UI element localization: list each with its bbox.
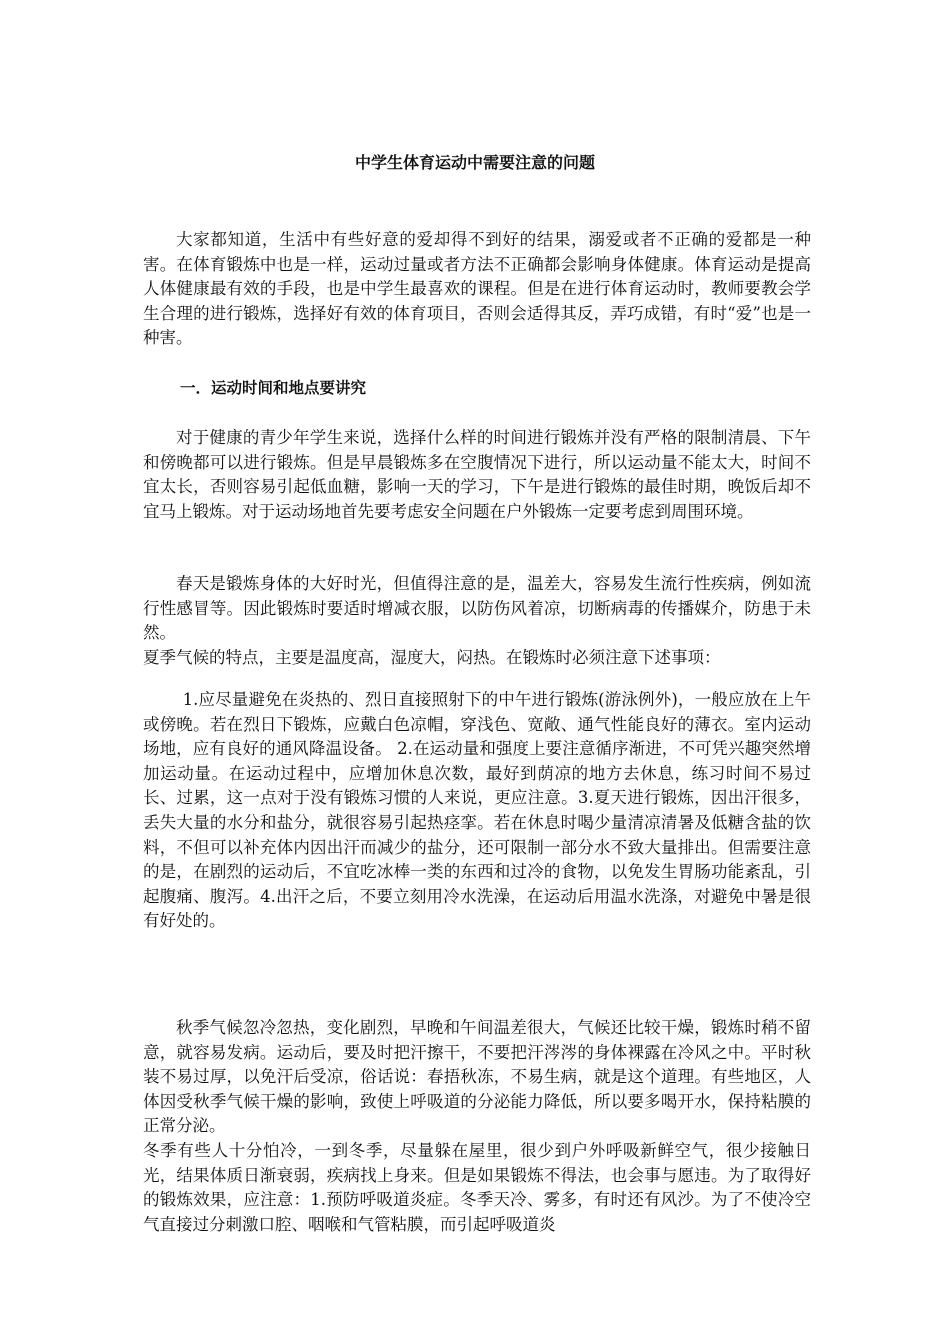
winter-paragraph: 冬季有些人十分怕冷，一到冬季，尽量躲在屋里，很少到户外呼吸新鲜空气，很少接触日光，结果体质日渐衰弱，疾病找上身来。但是如果锻炼不得法，也会事与愿违。为了取得好的锻炼效果，应注意：1.预防呼吸道炎症。冬季天冷、雾多，有时还有风沙。为了不使冷空气直接过分刺激口腔、咽喉和气管粘膜，而引起呼吸道炎 bbox=[143, 1140, 811, 1234]
summer-items-block bbox=[143, 688, 811, 934]
section1-block bbox=[143, 426, 811, 524]
intro-block bbox=[143, 228, 811, 351]
section1-paragraph: 对于健康的青少年学生来说，选择什么样的时间进行锻炼并没有严格的限制清晨、下午和傍晚都可以进行锻炼。但是早晨锻炼多在空腹情况下进行，所以运动量不能太大，时间不宜太长，否则容易引起低血糖，影响一天的学习，下午是进行锻炼的最佳时期，晚饭后却不宜马上锻炼。对于运动场地首先要考虑安全问题在户外锻炼一定要考虑到周围环境。 bbox=[143, 428, 811, 521]
document-title: 中学生体育运动中需要注意的问题 bbox=[354, 153, 595, 172]
section-heading: 一．运动时间和地点要讲究 bbox=[180, 379, 367, 397]
spring-summer-block bbox=[143, 572, 811, 670]
spring-paragraph: 春天是锻炼身体的大好时光，但值得注意的是，温差大，容易发生流行性疾病，例如流行性感冒等。因此锻炼时要适时增减衣服，以防伤风着凉，切断病毒的传播媒介，防患于未然。 bbox=[143, 574, 811, 643]
summer-items-paragraph: 1.应尽量避免在炎热的、烈日直接照射下的中午进行锻炼(游泳例外)，一般应放在上午或傍晚。若在烈日下锻炼，应戴白色凉帽，穿浅色、宽敞、通气性能良好的薄衣。室内运动场地，应有良好的通风降温设备。 2.在运动量和强度上要注意循序渐进，不可凭兴趣突然增加运动量。在运动过程中，应增加休息次数，最好到荫凉的地方去休息，练习时间不易过长、过累，这一点对于没有锻炼习惯的人来说，更应注意。3.夏天进行锻炼，因出汗很多，丢失大量的水分和盐分，就很容易引起热痉挛。若在休息时喝少量清凉清暑及低糖含盐的饮料，不但可以补充体内因出汗而减少的盐分，还可限制一部分水不致大量排出。但需要注意的是，在剧烈的运动后，不宜吃冰棒一类的东西和过冷的食物，以免发生胃肠功能紊乱，引起腹痛、腹泻。4.出汗之后，不要立刻用冷水洗澡，在运动后用温水洗涤，对避免中暑是很有好处的。 bbox=[143, 690, 811, 931]
summer-intro-paragraph: 夏季气候的特点，主要是温度高，湿度大，闷热。在锻炼时必须注意下述事项： bbox=[143, 647, 721, 667]
intro-paragraph: 大家都知道，生活中有些好意的爱却得不到好的结果，溺爱或者不正确的爱都是一种害。在体育锻炼中也是一样，运动过量或者方法不正确都会影响身体健康。体育运动是提高人体健康最有效的手段，也是中学生最喜欢的课程。但是在进行体育运动时，教师要教会学生合理的进行锻炼，选择好有效的体育项目，否则会适得其反，弄巧成错，有时“爱”也是一种害。 bbox=[143, 230, 811, 348]
autumn-winter-block bbox=[143, 1016, 811, 1237]
autumn-paragraph: 秋季气候忽冷忽热，变化剧烈，早晚和午间温差很大，气候还比较干燥，锻炼时稍不留意，就容易发病。运动后，要及时把汗擦干，不要把汗涔涔的身体裸露在冷风之中。平时秋装不易过厚，以免汗后受凉，俗话说：春捂秋冻，不易生病，就是这个道理。有些地区，人体因受秋季气候干燥的影响，致使上呼吸道的分泌能力降低，所以要多喝开水，保持粘膜的正常分泌。 bbox=[143, 1018, 811, 1136]
